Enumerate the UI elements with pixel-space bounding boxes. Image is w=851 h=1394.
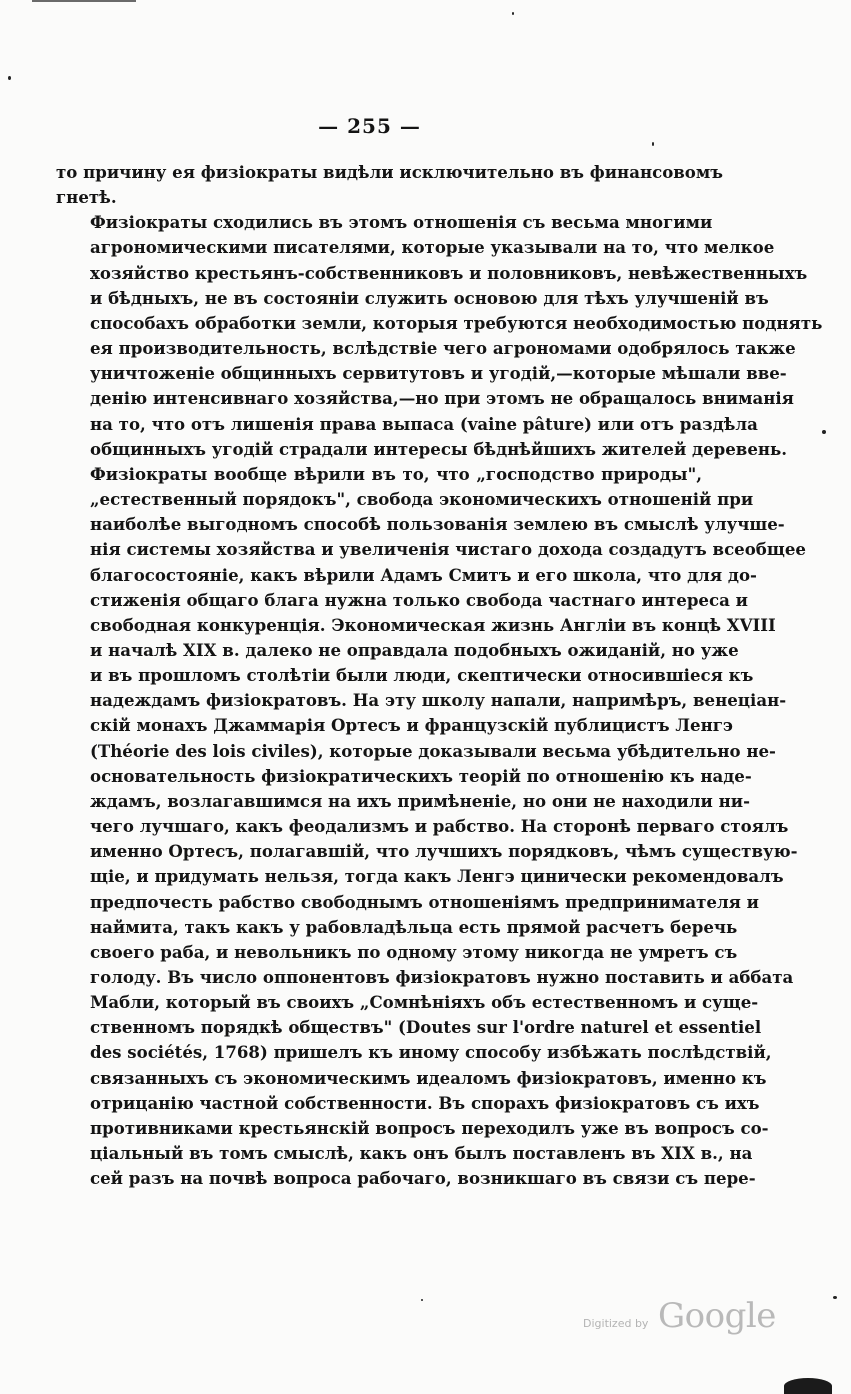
text-line: ственномъ порядкѣ обществъ" (Doutes sur l'ordre naturel et essentiel bbox=[90, 1017, 762, 1038]
body-text bbox=[56, 160, 823, 1191]
text-line: хозяйство крестьянъ-собственниковъ и половниковъ, невѣжественныхъ bbox=[90, 262, 808, 283]
ink-speck bbox=[421, 1299, 423, 1301]
top-edge-rule bbox=[32, 0, 136, 2]
text-line: des sociétés, 1768) пришелъ къ иному способу избѣжать послѣдствій, bbox=[90, 1042, 772, 1063]
paragraph bbox=[56, 210, 823, 462]
paragraph bbox=[56, 462, 806, 1192]
text-line: наймита, такъ какъ у рабовладѣльца есть прямой расчетъ беречь bbox=[90, 916, 738, 937]
text-line: способахъ обработки земли, которыя требуются необходимостью поднять bbox=[90, 312, 823, 333]
text-line: наиболѣе выгодномъ способѣ пользованія землею въ смыслѣ улучше- bbox=[90, 514, 785, 535]
ink-speck bbox=[822, 430, 826, 434]
text-line: стиженія общаго блага нужна только свобода частнаго интереса и bbox=[90, 589, 748, 610]
text-line: и началѣ XIX в. далеко не оправдала подобныхъ ожиданій, но уже bbox=[90, 639, 739, 660]
text-line: благосостояніе, какъ вѣрили Адамъ Смитъ и его школа, что для до- bbox=[90, 564, 757, 585]
text-line: своего раба, и невольникъ по одному этому никогда не умретъ съ bbox=[90, 941, 738, 962]
text-line: отрицанію частной собственности. Въ спорахъ физіократовъ съ ихъ bbox=[90, 1092, 760, 1113]
text-line: свободная конкуренція. Экономическая жизнь Англіи въ концѣ XVIII bbox=[90, 614, 776, 635]
text-line: нія системы хозяйства и увеличенія чистаго дохода создадутъ всеобщее bbox=[90, 539, 806, 560]
text-line: Физіократы сходились въ этомъ отношенія съ весьма многими bbox=[90, 212, 713, 233]
ink-speck bbox=[512, 12, 514, 15]
text-line: агрономическими писателями, которые указывали на то, что мелкое bbox=[90, 237, 775, 258]
text-line: ціальный въ томъ смыслѣ, какъ онъ былъ поставленъ въ XIX в., на bbox=[90, 1143, 753, 1164]
text-line: скій монахъ Джаммарія Ортесъ и французскій публицистъ Ленгэ bbox=[90, 715, 733, 736]
text-line: общинныхъ угодій страдали интересы бѣднѣйшихъ жителей деревень. bbox=[90, 438, 788, 459]
google-logo: Google bbox=[658, 1296, 776, 1336]
ink-speck bbox=[8, 76, 11, 80]
text-line: связанныхъ съ экономическимъ идеаломъ физіократовъ, именно къ bbox=[90, 1067, 767, 1088]
text-line: уничтоженіе общинныхъ сервитутовъ и угодій,—которые мѣшали вве- bbox=[90, 363, 787, 384]
text-line: основательность физіократическихъ теорій по отношенію къ наде- bbox=[90, 765, 752, 786]
text-line: щіе, и придумать нельзя, тогда какъ Ленгэ цинически рекомендовалъ bbox=[90, 866, 784, 887]
digitized-watermark bbox=[583, 1296, 783, 1346]
text-line: и въ прошломъ столѣтіи были люди, скептически относившіеся къ bbox=[90, 665, 754, 686]
text-line: надеждамъ физіократовъ. На эту школу напали, напримѣръ, венеціан- bbox=[90, 690, 787, 711]
text-line: сей разъ на почвѣ вопроса рабочаго, возникшаго въ связи съ пере- bbox=[90, 1168, 756, 1189]
text-line: Мабли, который въ своихъ „Сомнѣніяхъ объ естественномъ и суще- bbox=[90, 992, 759, 1013]
paragraph bbox=[56, 160, 724, 210]
text-line: „естественный порядокъ", свобода экономическихъ отношеній при bbox=[90, 489, 754, 510]
watermark-prefix: Digitized by bbox=[583, 1317, 649, 1330]
page-number: — 255 — bbox=[318, 114, 421, 138]
text-line: предпочесть рабство свободнымъ отношеніямъ предпринимателя и bbox=[90, 891, 759, 912]
ink-speck bbox=[833, 1296, 837, 1299]
text-line: Физіократы вообще вѣрили въ то, что „господство природы", bbox=[90, 463, 702, 484]
text-line: чего лучшаго, какъ феодализмъ и рабство. На сторонѣ перваго стоялъ bbox=[90, 816, 789, 837]
text-line: то причину ея физіократы видѣли исключительно въ финансовомъ bbox=[56, 162, 724, 182]
text-line: гнетѣ. bbox=[56, 187, 117, 208]
ink-speck bbox=[652, 142, 654, 146]
page-edge-shadow bbox=[784, 1378, 832, 1394]
text-line: противниками крестьянскій вопросъ переходилъ уже въ вопросъ со- bbox=[90, 1117, 769, 1138]
text-line: и бѣдныхъ, не въ состояніи служить основою для тѣхъ улучшеній въ bbox=[90, 287, 769, 308]
text-line: ждамъ, возлагавшимся на ихъ примѣненіе, но они не находили ни- bbox=[90, 790, 750, 811]
text-line: голоду. Въ число оппонентовъ физіократовъ нужно поставить и аббата bbox=[90, 967, 794, 987]
text-line: на то, что отъ лишенія права выпаса (vaine pâture) или отъ раздѣла bbox=[90, 413, 758, 434]
text-line: (Théorie des lois civiles), которые доказывали весьма убѣдительно не- bbox=[90, 740, 776, 761]
text-line: именно Ортесъ, полагавшій, что лучшихъ порядковъ, чѣмъ существую- bbox=[90, 841, 798, 862]
text-line: денію интенсивнаго хозяйства,—но при этомъ не обращалось вниманія bbox=[90, 388, 794, 409]
text-line: ея производительность, вслѣдствіе чего агрономами одобрялось также bbox=[90, 338, 796, 359]
